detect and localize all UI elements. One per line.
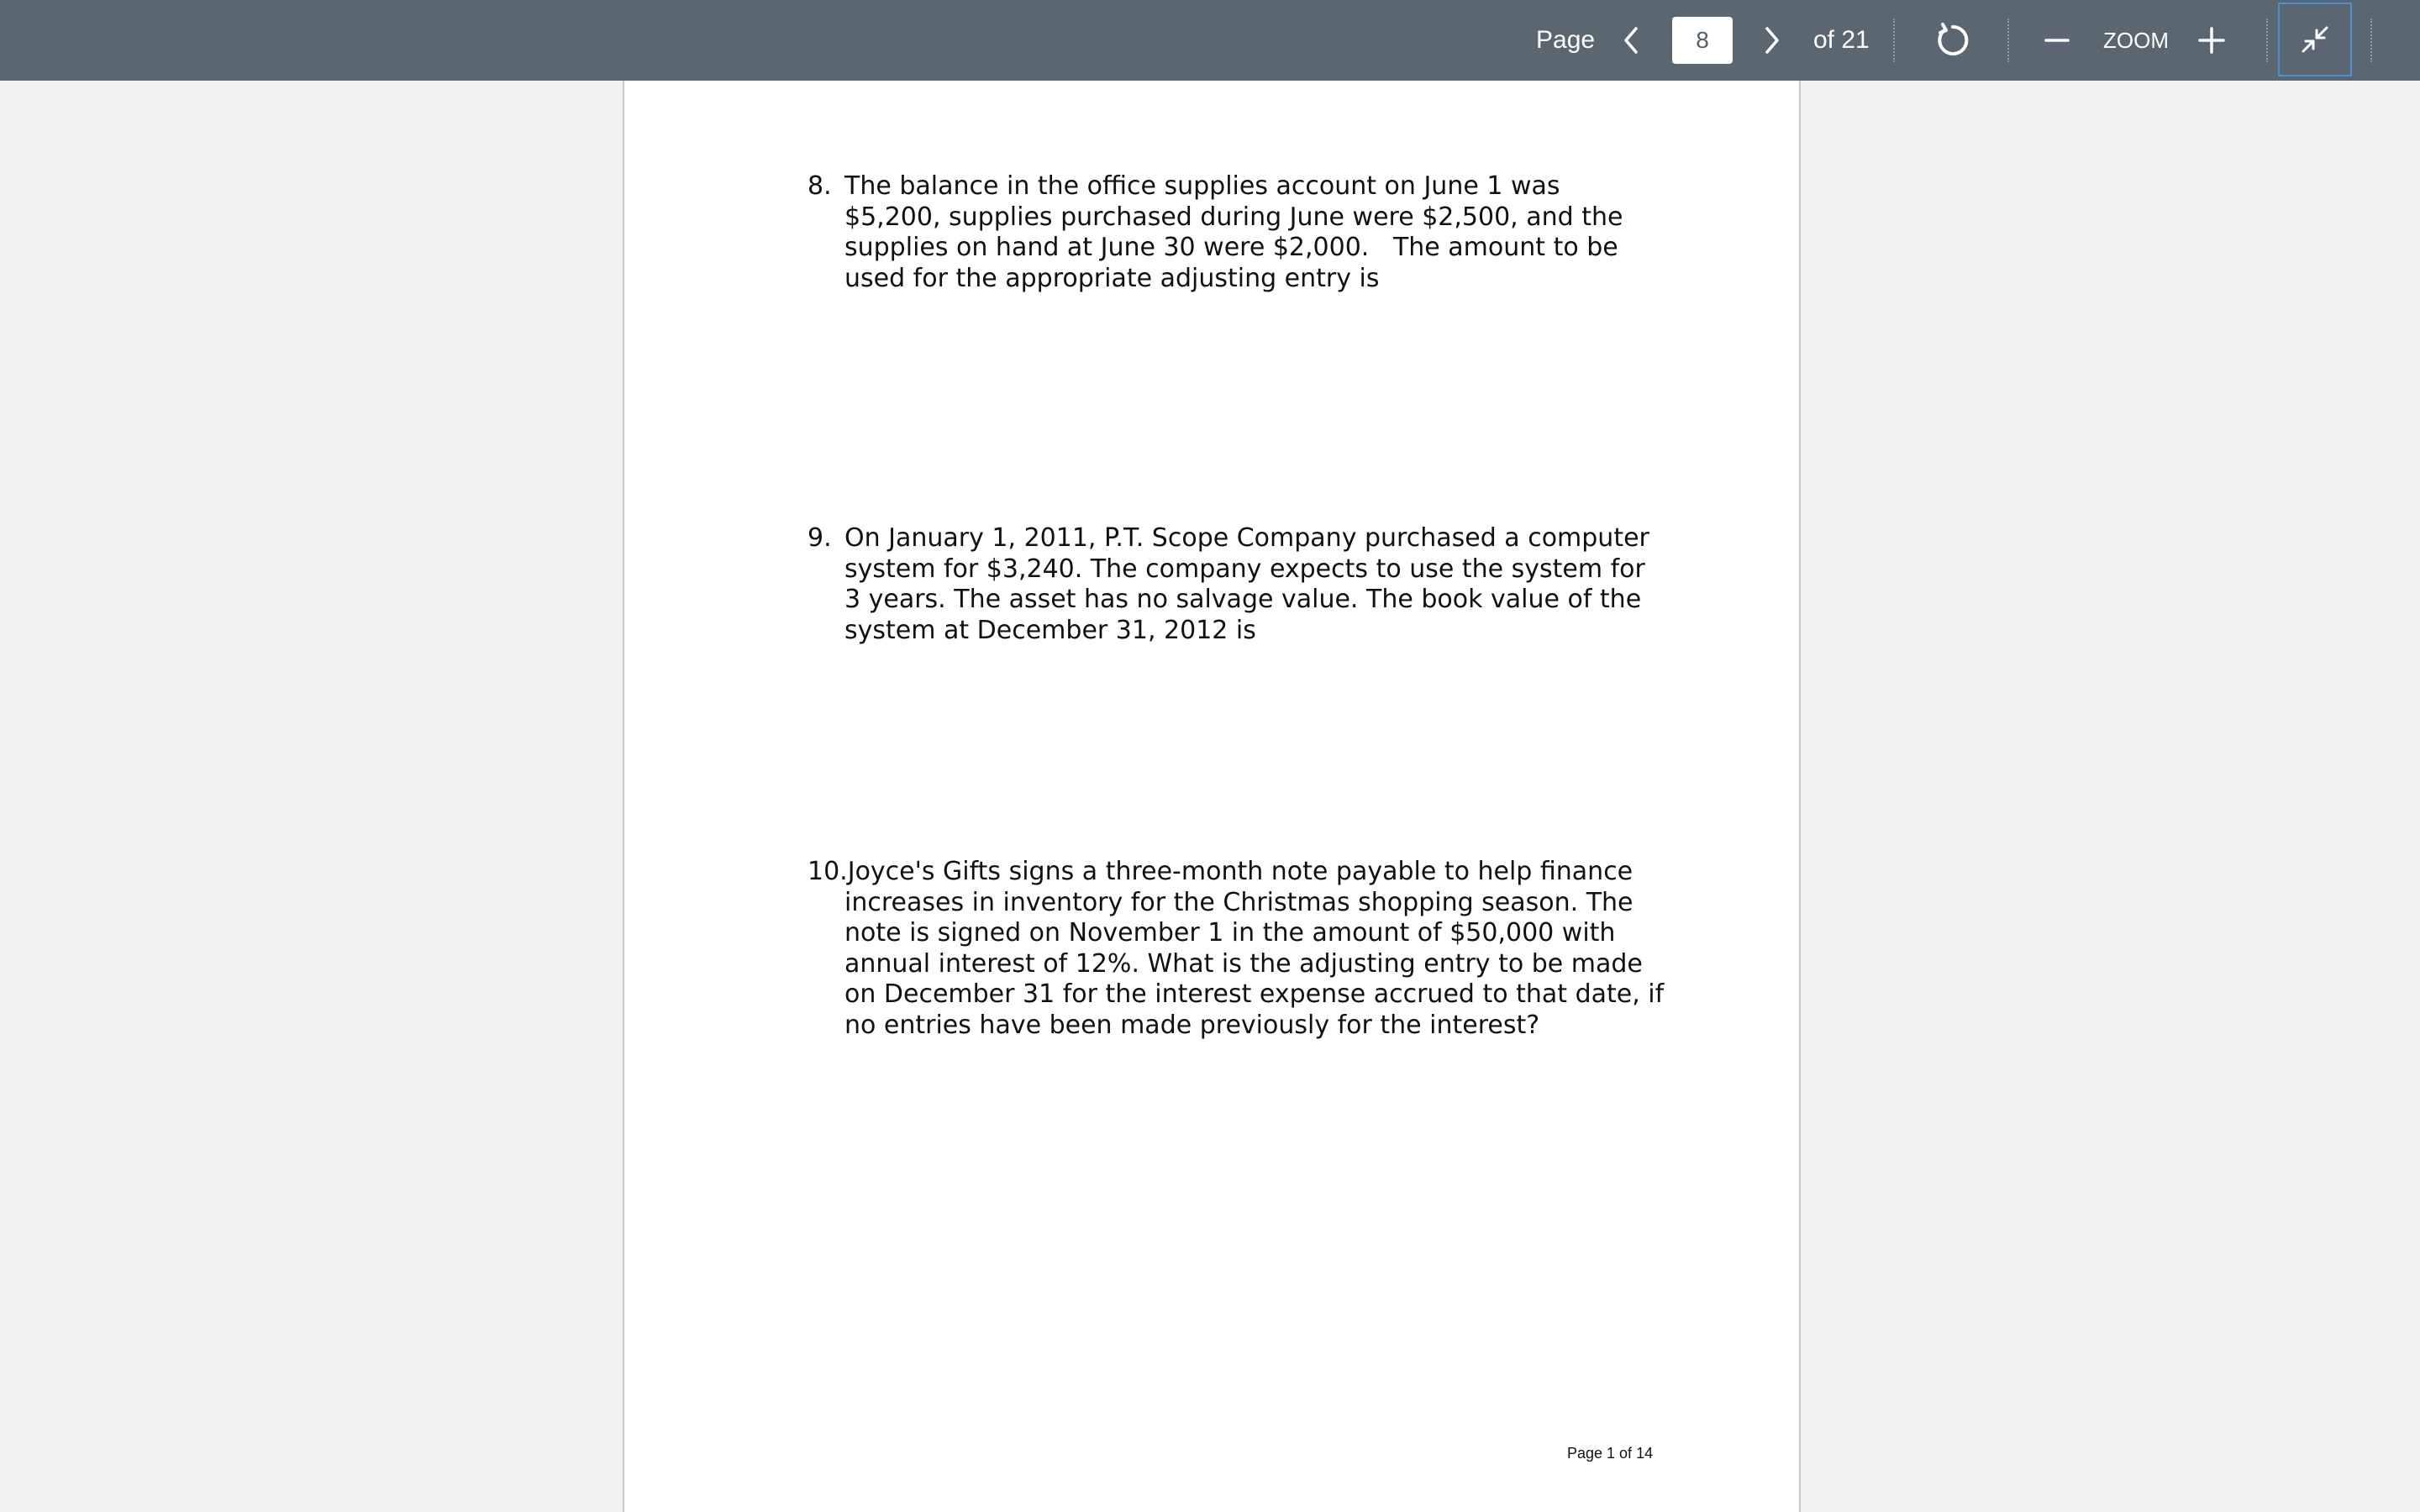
- rotate-button[interactable]: [1928, 15, 1978, 66]
- question-text-line: used for the appropriate adjusting entry is: [844, 263, 1380, 293]
- page-footer: Page 1 of 14: [1567, 1445, 1654, 1462]
- question-text-line: system at December 31, 2012 is: [844, 615, 1256, 645]
- question-text-line: $5,200, supplies purchased during June were $2,500, and the: [844, 202, 1623, 232]
- question-number: 8.: [808, 171, 832, 201]
- question-text-line: no entries have been made previously for the interest?: [844, 1010, 1540, 1040]
- chevron-left-icon: [1619, 24, 1644, 57]
- question-text-line: note is signed on November 1 in the amount of $50,000 with: [844, 918, 1616, 948]
- minus-icon: [2043, 26, 2071, 55]
- rotate-icon: [1934, 22, 1971, 59]
- question-number: 9.: [808, 523, 832, 553]
- question-text-line: annual interest of 12%. What is the adjusting entry to be made: [844, 948, 1643, 979]
- toolbar-divider: [2266, 18, 2268, 62]
- chevron-right-icon: [1759, 24, 1784, 57]
- zoom-in-button[interactable]: [2186, 15, 2237, 66]
- plus-icon: [2196, 25, 2227, 55]
- question-text-line: Joyce's Gifts signs a three-month note payable to help finance: [847, 857, 1634, 886]
- question-number: 10.: [808, 857, 848, 886]
- question-text-line: system for $3,240. The company expects to use the system for: [844, 554, 1645, 584]
- toolbar-divider: [2007, 18, 2009, 62]
- question-text-line: supplies on hand at June 30 were $2,000. The amount to be: [844, 233, 1618, 262]
- question-text-line: 3 years. The asset has no salvage value. The book value of the: [844, 585, 1642, 614]
- question-text-line: The balance in the office supplies account on June 1 was: [844, 171, 1560, 201]
- toolbar-divider: [2370, 18, 2372, 62]
- zoom-out-button[interactable]: [2032, 15, 2082, 66]
- total-pages-label: of 21: [1813, 26, 1870, 54]
- question-first-line: [808, 857, 1648, 888]
- question-text-line: increases in inventory for the Christmas shopping season. The: [844, 887, 1634, 917]
- toolbar-divider: [1893, 18, 1895, 62]
- question-text-line: on December 31 for the interest expense accrued to that date, if: [844, 979, 1665, 1009]
- question-8: [808, 171, 1648, 294]
- zoom-label: ZOOM: [2103, 28, 2169, 53]
- document-page: [623, 81, 1801, 1512]
- question-10: [808, 857, 1665, 1041]
- previous-page-button[interactable]: [1607, 15, 1657, 66]
- question-text-line: On January 1, 2011, P.T. Scope Company purchased a computer: [844, 523, 1649, 553]
- question-9: [808, 523, 1648, 646]
- exit-fullscreen-button[interactable]: [2278, 3, 2352, 76]
- exit-fullscreen-icon: [2298, 23, 2332, 56]
- next-page-button[interactable]: [1746, 15, 1797, 66]
- page-label: Page: [1536, 26, 1596, 54]
- page-number-input[interactable]: 8: [1672, 17, 1733, 64]
- pdf-toolbar: [0, 0, 2420, 81]
